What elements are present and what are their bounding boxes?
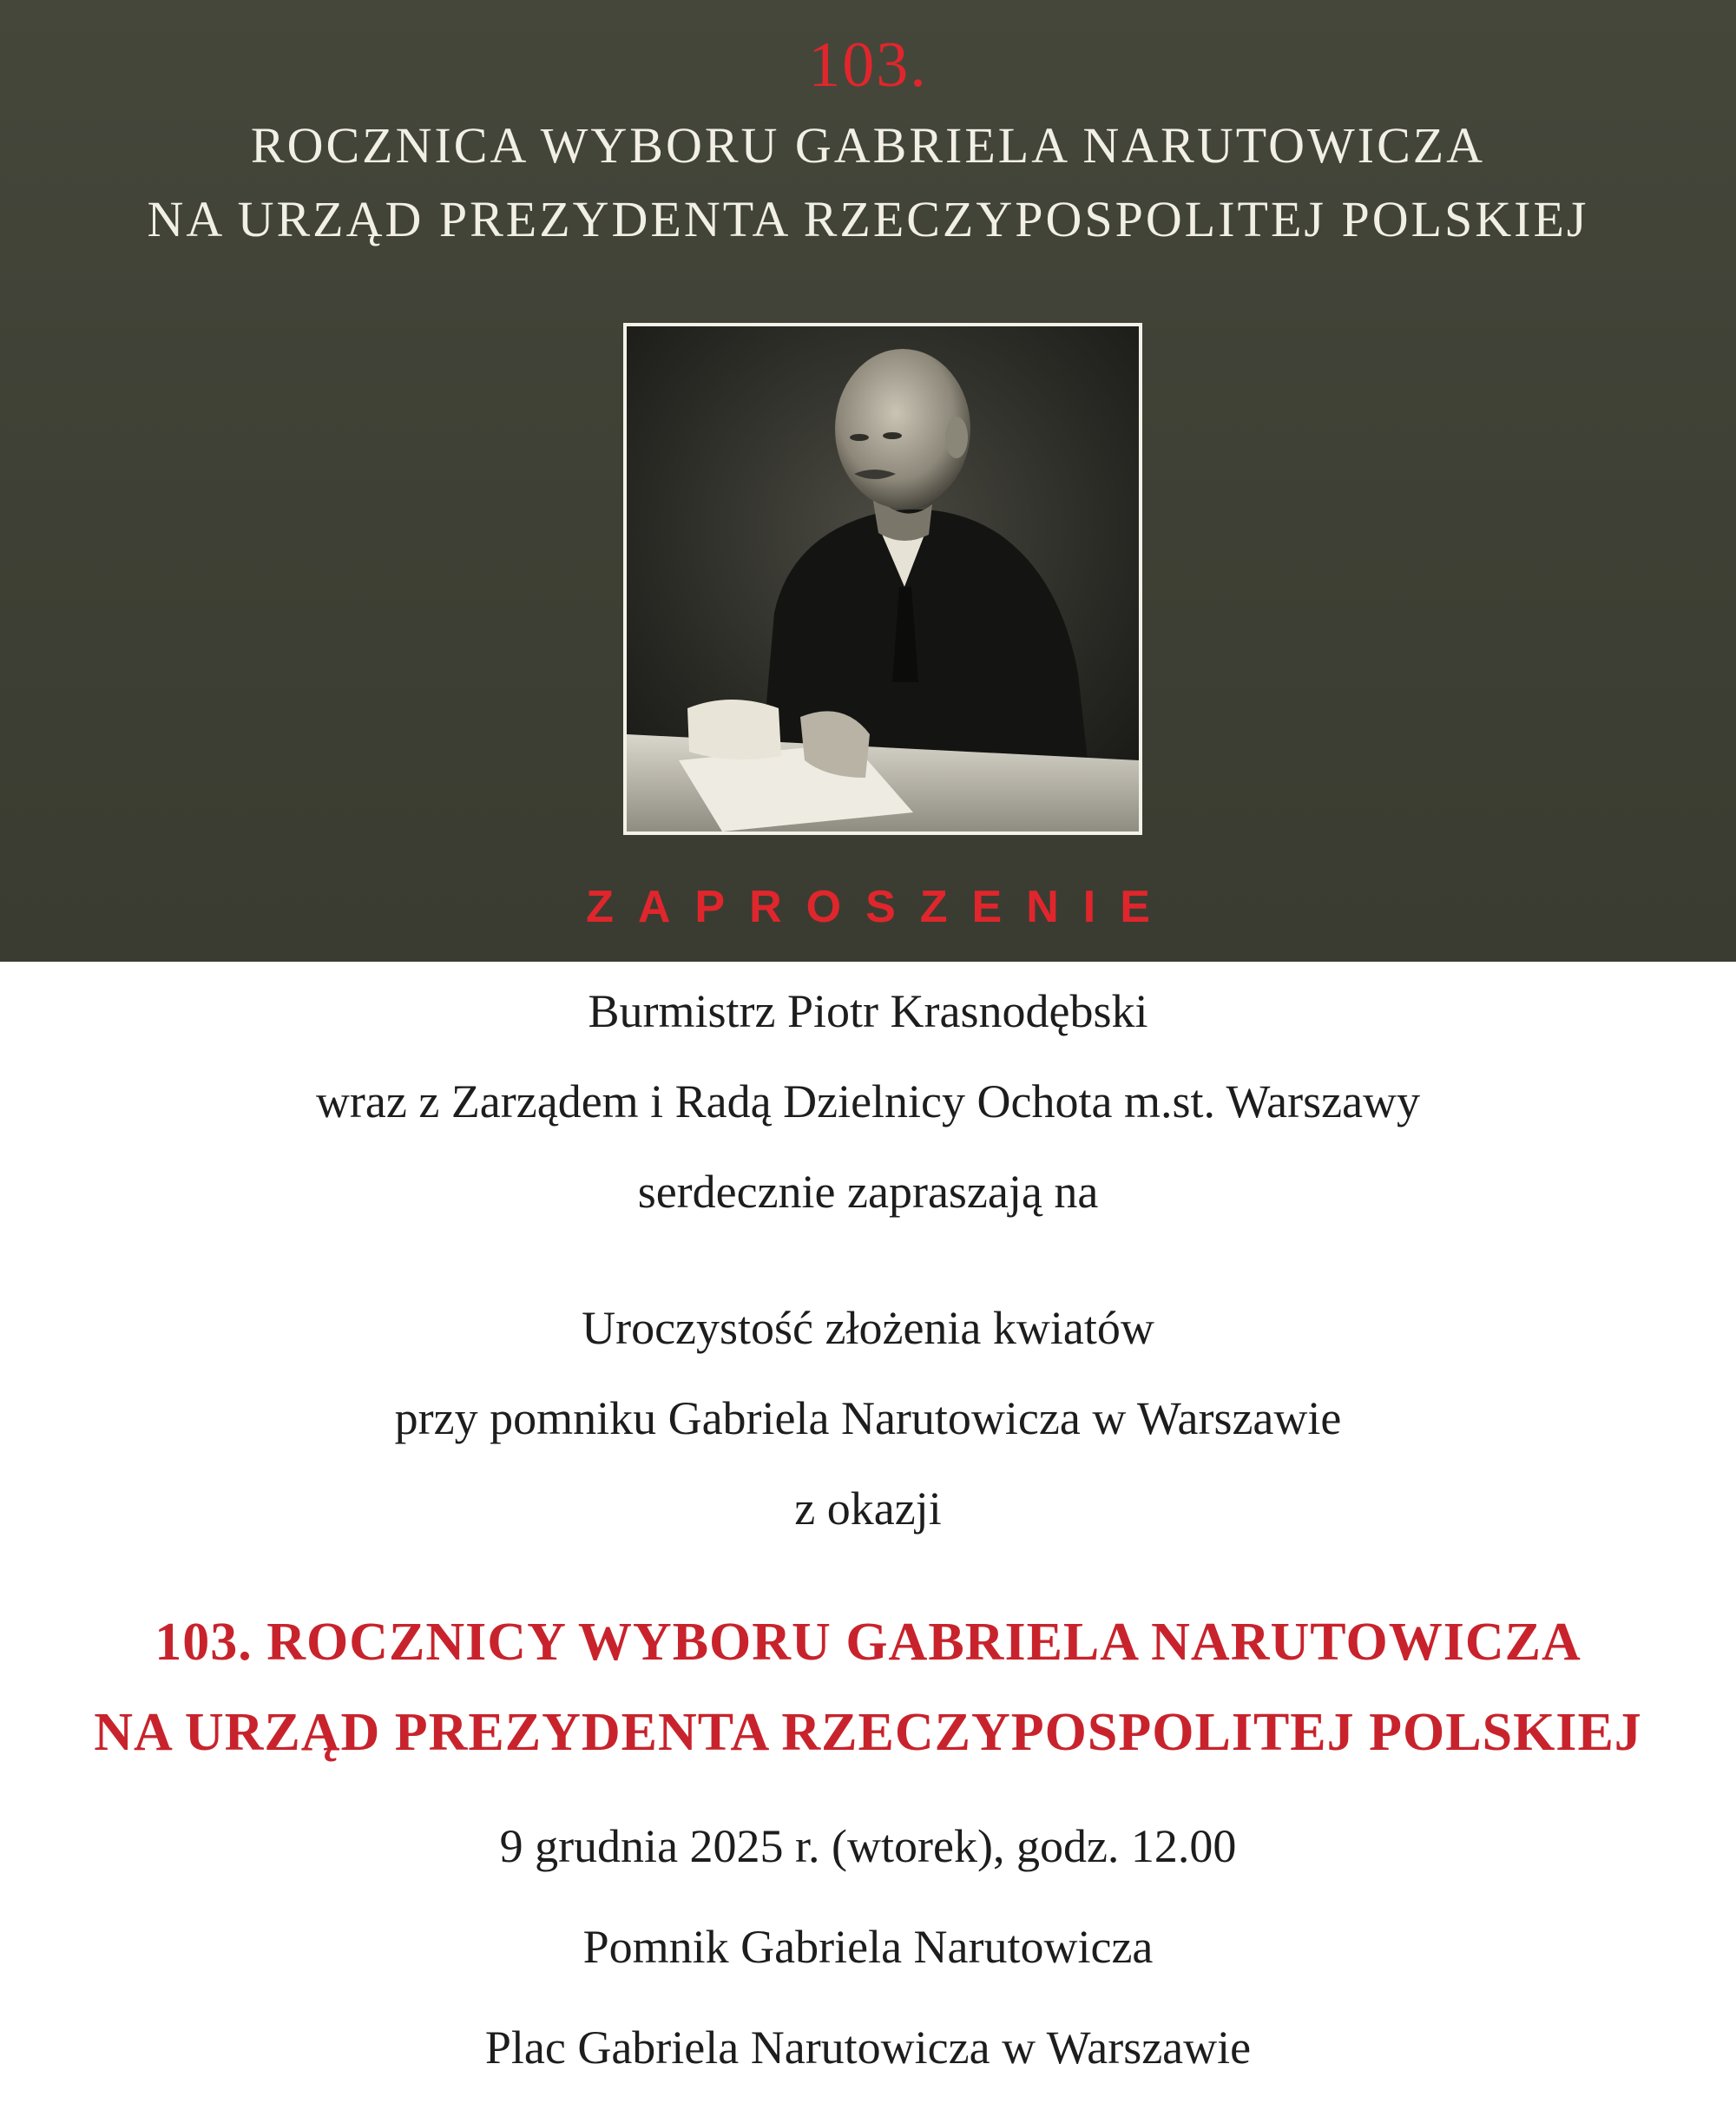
event-date: 9 grudnia 2025 r. (wtorek), godz. 12.00 [499, 1820, 1237, 1872]
place-line-2: Plac Gabriela Narutowicza w Warszawie [484, 2021, 1252, 2074]
invitation-label: ZAPROSZENIE [586, 882, 1174, 932]
event-line-2: przy pomniku Gabriela Narutowicza w Warszawie [394, 1392, 1342, 1444]
anniversary-number: 103. [808, 30, 928, 101]
place-line-1: Pomnik Gabriela Narutowicza [582, 1921, 1154, 1973]
portrait-photo [623, 323, 1142, 835]
header-band [0, 0, 1736, 962]
header-title-line-1: ROCZNICA WYBORU GABRIELA NARUTOWICZA [250, 117, 1486, 174]
host-line-1: Burmistrz Piotr Krasnodębski [588, 985, 1148, 1037]
event-line-1: Uroczystość złożenia kwiatów [582, 1302, 1154, 1354]
portrait-illustration [627, 326, 1139, 832]
host-line-3: serdecznie zapraszają na [637, 1166, 1099, 1218]
occasion-line-1: 103. ROCZNICY WYBORU GABRIELA NARUTOWICZA [155, 1613, 1581, 1672]
header-title-line-2: NA URZĄD PREZYDENTA RZECZYPOSPOLITEJ POLSKIEJ [147, 191, 1589, 247]
host-line-2: wraz z Zarządem i Radą Dzielnicy Ochota m.st. Warszawy [315, 1075, 1421, 1127]
occasion-line-2: NA URZĄD PREZYDENTA RZECZYPOSPOLITEJ POLSKIEJ [94, 1703, 1642, 1762]
event-line-3: z okazji [794, 1482, 942, 1535]
